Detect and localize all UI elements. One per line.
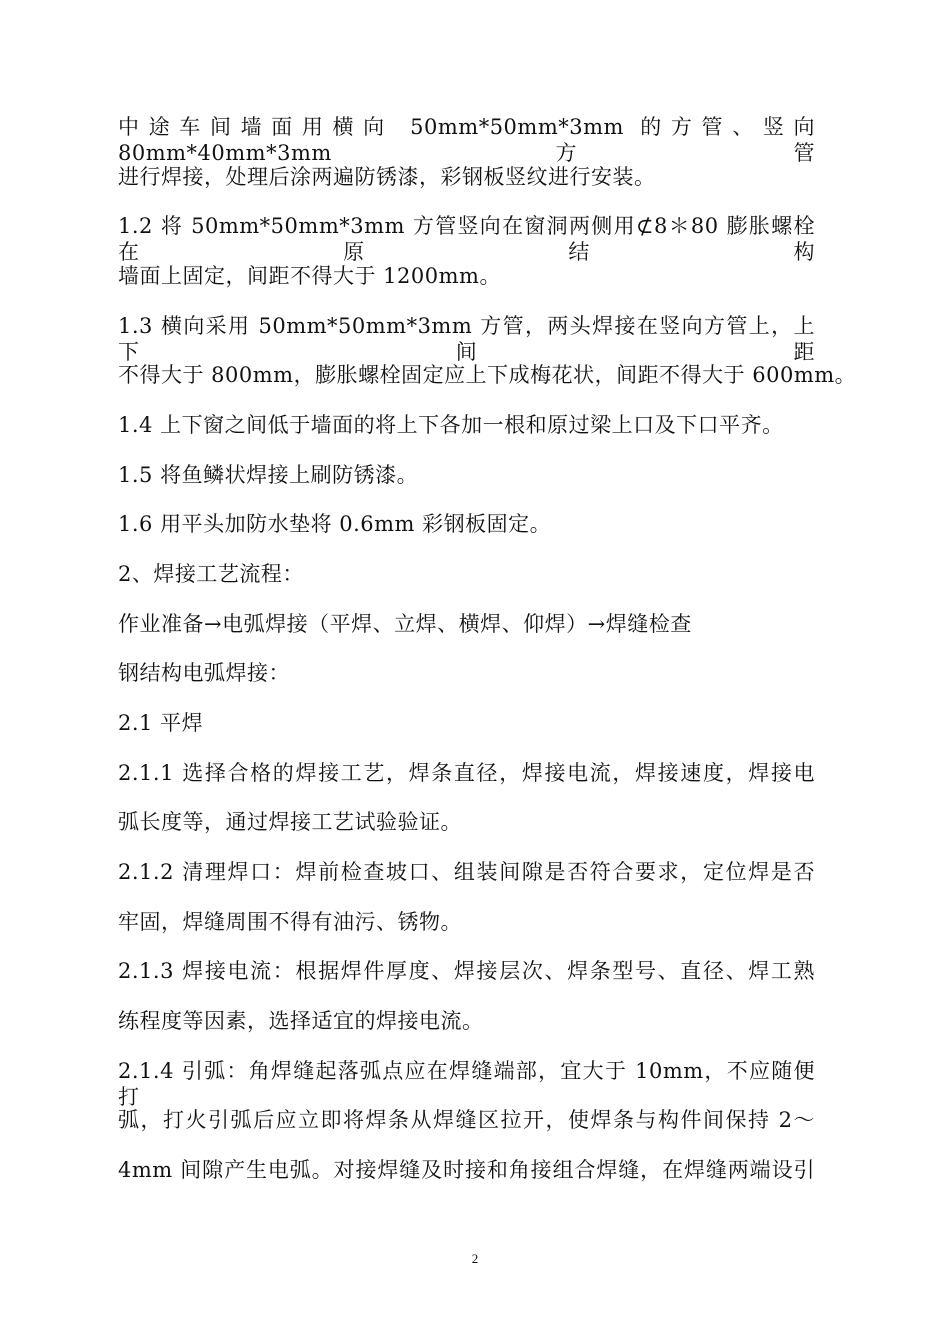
text-line: 进行焊接，处理后涂两遍防锈漆，彩钢板竖纹进行安装。 xyxy=(118,165,656,189)
text-line: 2.1.2 清理焊口：焊前检查坡口、组装间隙是否符合要求，定位焊是否 xyxy=(118,860,815,884)
text-line: 2.1.1 选择合格的焊接工艺，焊条直径，焊接电流，焊接速度，焊接电 xyxy=(118,761,815,785)
text-line: 弧长度等，通过焊接工艺试验验证。 xyxy=(118,810,462,834)
text-line: 2.1.3 焊接电流：根据焊件厚度、焊接层次、焊条型号、直径、焊工熟 xyxy=(118,959,815,983)
section-heading: 2、焊接工艺流程： xyxy=(118,562,304,586)
text-line: 1.2 将 50mm*50mm*3mm 方管竖向在窗洞两侧用⊄8＊80 膨胀螺栓在原结构 xyxy=(118,214,815,264)
text-line: 4mm 间隙产生电弧。对接焊缝及时接和角接组合焊缝，在焊缝两端设引 xyxy=(118,1158,815,1182)
text-line: 1.6 用平头加防水垫将 0.6mm 彩钢板固定。 xyxy=(118,512,552,536)
text-line: 弧，打火引弧后应立即将焊条从焊缝区拉开，使焊条与构件间保持 2～ xyxy=(118,1108,815,1132)
text-line: 中途车间墙面用横向 50mm*50mm*3mm 的方管、竖向 80mm*40mm*3mm 方管 xyxy=(118,115,815,165)
page-number: 2 xyxy=(471,1251,479,1266)
text-line: 1.3 横向采用 50mm*50mm*3mm 方管，两头焊接在竖向方管上，上下间距 xyxy=(118,314,815,364)
text-line: 钢结构电弧焊接： xyxy=(118,661,290,685)
text-line: 1.5 将鱼鳞状焊接上刷防锈漆。 xyxy=(118,463,419,487)
text-line: 墙面上固定，间距不得大于 1200mm。 xyxy=(118,264,501,288)
subsection-heading: 2.1 平焊 xyxy=(118,711,204,735)
text-line: 2.1.4 引弧：角焊缝起落弧点应在焊缝端部，宜大于 10mm，不应随便打 xyxy=(118,1059,815,1109)
text-line: 练程度等因素，选择适宜的焊接电流。 xyxy=(118,1009,484,1033)
text-line: 不得大于 800mm，膨胀螺栓固定应上下成梅花状，间距不得大于 600mm。 xyxy=(118,363,857,387)
text-line: 1.4 上下窗之间低于墙面的将上下各加一根和原过梁上口及下口平齐。 xyxy=(118,413,784,437)
text-line: 作业准备→电弧焊接（平焊、立焊、横焊、仰焊）→焊缝检查 xyxy=(118,612,692,636)
text-line: 牢固，焊缝周围不得有油污、锈物。 xyxy=(118,910,462,934)
